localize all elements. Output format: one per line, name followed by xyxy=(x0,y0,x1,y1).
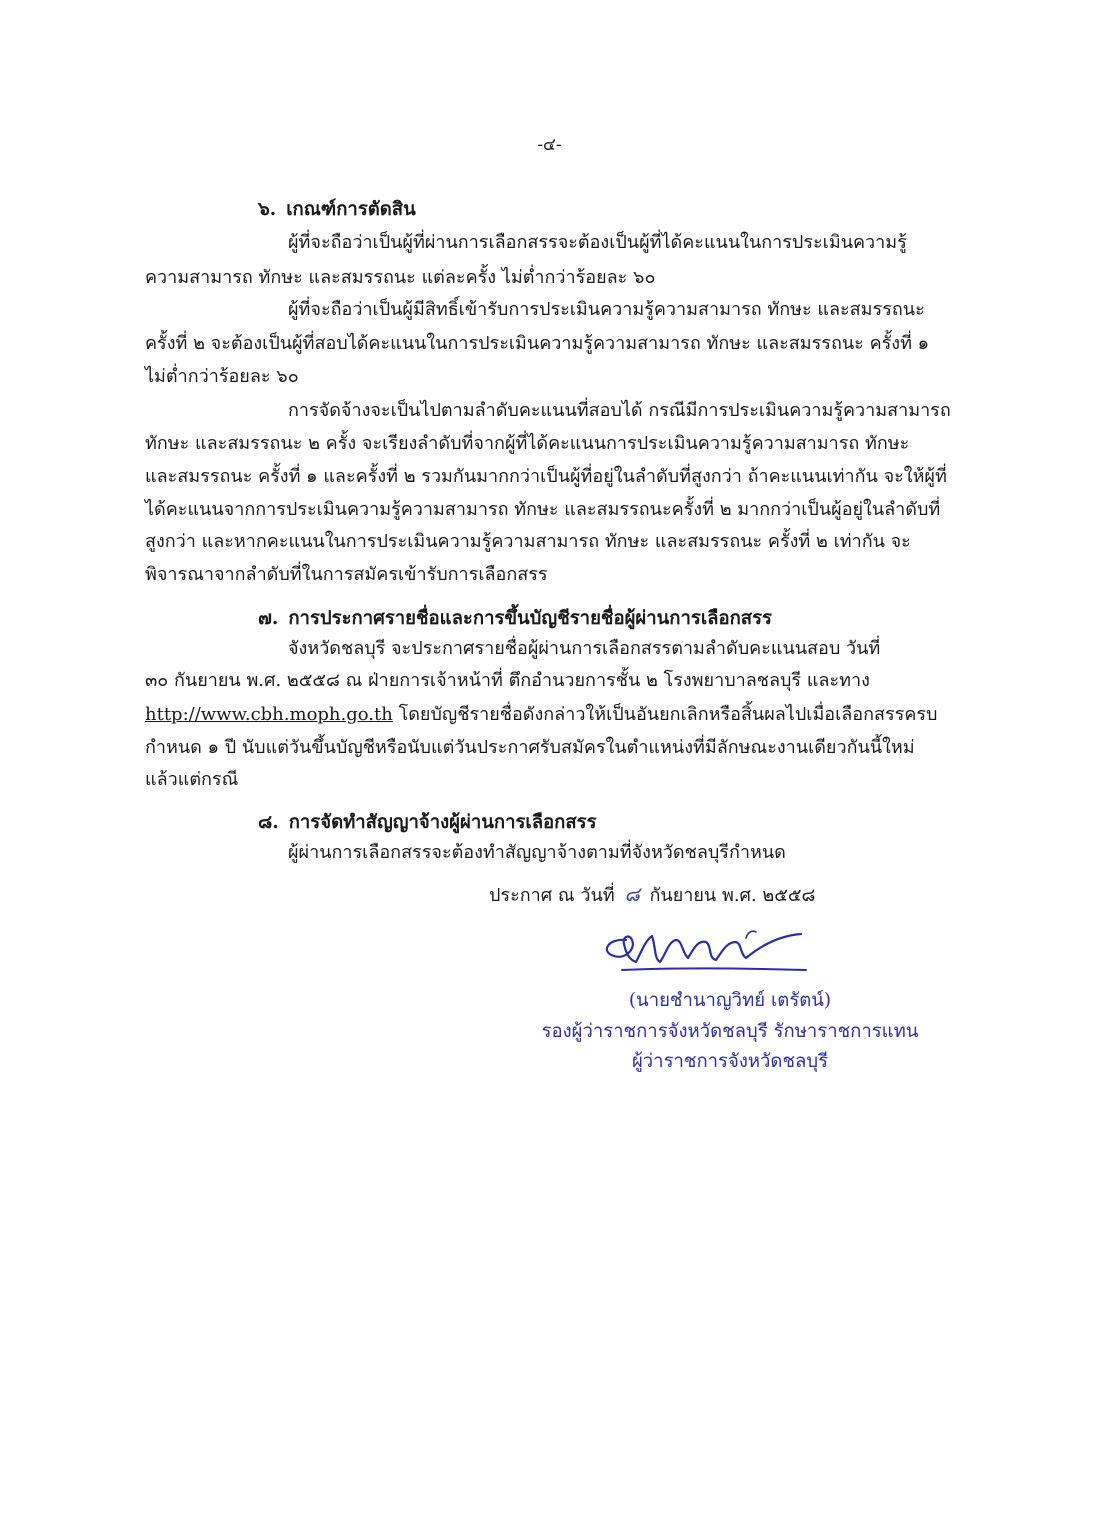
section-6-title: เกณฑ์การตัดสิน xyxy=(286,199,416,220)
section-7-line: ๓๐ กันยายน พ.ศ. ๒๕๕๘ ณ ฝ่ายการเจ้าหน้าที่ ตึกอำนวยการชั้น ๒ โรงพยาบาลชลบุรี และทาง xyxy=(145,670,870,691)
signatory-position: รองผู้ว่าราชการจังหวัดชลบุรี รักษาราชการแทน xyxy=(541,1021,919,1042)
signatory-position: ผู้ว่าราชการจังหวัดชลบุรี xyxy=(631,1051,829,1072)
announcement-prefix: ประกาศ ณ วันที่ xyxy=(489,885,615,906)
announcement-date xyxy=(489,878,815,910)
section-7-line: กำหนด ๑ ปี นับแต่วันขึ้นบัญชีหรือนับแต่วันประกาศรับสมัครในตำแหน่งที่มีลักษณะงานเดียวกันนี้ใหม่ xyxy=(145,737,915,758)
section-6-line: การจัดจ้างจะเป็นไปตามลำดับคะแนนที่สอบได้ กรณีมีการประเมินความรู้ความสามารถ xyxy=(288,400,951,421)
section-6-line: ได้คะแนนจากการประเมินความรู้ความสามารถ ทักษะ และสมรรถนะครั้งที่ ๒ มากกว่าเป็นผู้อยู่ในลำดับที่ xyxy=(145,499,941,520)
announcement-day: ๘ xyxy=(624,882,640,906)
signatory-name: (นายชำนาญวิทย์ เตรัตน์) xyxy=(628,990,832,1011)
section-8-line: ผู้ผ่านการเลือกสรรจะต้องทำสัญญาจ้างตามที่จังหวัดชลบุรีกำหนด xyxy=(288,842,786,863)
section-6-line: ทักษะ และสมรรถนะ ๒ ครั้ง จะเรียงลำดับที่จากผู้ที่ได้คะแนนการประเมินความรู้ความสามารถ ทักษะ xyxy=(145,433,910,454)
section-6-heading xyxy=(258,195,416,224)
section-6-line: ความสามารถ ทักษะ และสมรรถนะ แต่ละครั้ง ไม่ต่ำกว่าร้อยละ ๖๐ xyxy=(145,267,656,288)
announcement-suffix: กันยายน พ.ศ. ๒๕๕๘ xyxy=(649,885,816,906)
section-7-line: จังหวัดชลบุรี จะประกาศรายชื่อผู้ผ่านการเลือกสรรตามลำดับคะแนนสอบ วันที่ xyxy=(288,638,881,659)
section-6-line: และสมรรถนะ ครั้งที่ ๑ และครั้งที่ ๒ รวมกันมากกว่าเป็นผู้ที่อยู่ในลำดับที่สูงกว่า ถ้าคะแนนเท่ากัน จะให้ผู้ที่ xyxy=(145,466,947,487)
section-6-line: ไม่ต่ำกว่าร้อยละ ๖๐ xyxy=(145,366,299,387)
section-8-heading xyxy=(258,808,597,837)
section-7-heading xyxy=(258,604,772,633)
handwritten-signature xyxy=(596,918,816,980)
section-8-title: การจัดทำสัญญาจ้างผู้ผ่านการเลือกสรร xyxy=(288,812,597,833)
section-7-title: การประกาศรายชื่อและการขึ้นบัญชีรายชื่อผู้ผ่านการเลือกสรร xyxy=(288,608,772,629)
section-6-line: ผู้ที่จะถือว่าเป็นผู้ที่ผ่านการเลือกสรรจะต้องเป็นผู้ที่ได้คะแนนในการประเมินความรู้ xyxy=(288,232,907,253)
section-7-number: ๗. xyxy=(258,608,279,629)
website-link[interactable]: http://www.cbh.moph.go.th xyxy=(145,704,393,725)
section-7-link-line-rest: โดยบัญชีรายชื่อดังกล่าวให้เป็นอันยกเลิกหรือสิ้นผลไปเมื่อเลือกสรรครบ xyxy=(392,704,938,725)
section-8-number: ๘. xyxy=(258,812,279,833)
section-6-line: พิจารณาจากลำดับที่ในการสมัครเข้ารับการเลือกสรร xyxy=(145,564,548,585)
section-6-line: ผู้ที่จะถือว่าเป็นผู้มีสิทธิ์เข้ารับการประเมินความรู้ความสามารถ ทักษะ และสมรรถนะ xyxy=(288,299,925,320)
section-7-line: แล้วแต่กรณี xyxy=(145,769,239,790)
section-6-line: สูงกว่า และหากคะแนนในการประเมินความรู้ความสามารถ ทักษะ และสมรรถนะ ครั้งที่ ๒ เท่ากัน จะ xyxy=(145,531,911,552)
section-7-link-line xyxy=(145,702,937,728)
section-6-line: ครั้งที่ ๒ จะต้องเป็นผู้ที่สอบได้คะแนนในการประเมินความรู้ความสามารถ ทักษะ และสมรรถนะ ครั้งที่ ๑ xyxy=(145,333,930,354)
page-number: -๔- xyxy=(537,135,562,155)
section-6-number: ๖. xyxy=(258,199,277,220)
